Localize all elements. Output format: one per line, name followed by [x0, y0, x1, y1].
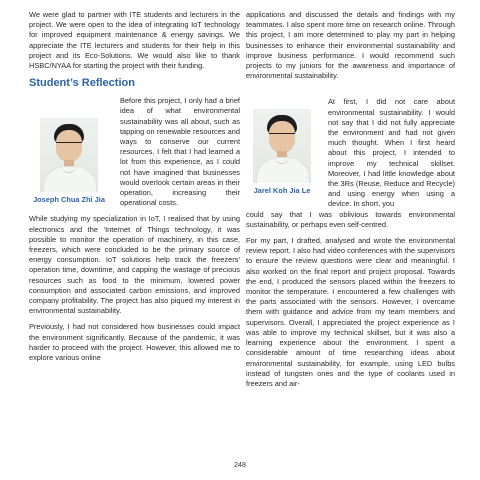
student-reflection: At first, I did not care about environmental sustainability. I would not say that I did not fully appreciate the environment and had not given much thought. When I first heard about this project, I intended to improve my technical skillset. Moreover, I had little knowledge about the 3Rs (Reuse, Reduce and Recycle) and using energy when using a device. In short, you — [328, 97, 455, 209]
student-photo-joseph — [40, 118, 98, 192]
student-reflection: Before this project, I only had a brief idea of what environmental sustainability was all about, such as tapping on renewable resources and ways to conserve our current resources. I felt that I had learned a lot from this experience, as I could not have imagined that businesses would overlook certain areas in their operation, increasing their operational costs. — [120, 96, 240, 208]
student-profile-jarel — [246, 97, 455, 209]
student-name-caption: Joseph Chua Zhi Jia — [33, 195, 105, 205]
section-heading: Student’s Reflection — [29, 77, 135, 90]
reflection-paragraph: could say that I was oblivious towards environmental sustainability, or perhaps even self-centred. — [246, 209, 455, 229]
right-column — [246, 10, 455, 389]
reflection-paragraph: For my part, I drafted, analysed and wrote the environmental review report. I also had video conferences with the supervisors to ensure the review questions were clear and meaningful. I also worked on the final report and project proposal. Towards the end, I produced the sensors placed within the freezers to monitor the temperature. I encountered a few challenges with the parts associated with the sensors. However, I overcame them with guidance and advice from my team members and supervisors. Overall, I appreciated the project experience as I was able to improve my technical skillset, but it was also a learning experience about the environment. I spent a considerable amount of time researching ideas about environmental sustainability, for example, using LED bulbs instead of tungsten ones and the type of coolants used in freezers and air- — [246, 236, 455, 388]
student-name-caption: Jarel Koh Jia Le — [253, 186, 311, 196]
continuation-paragraph: applications and discussed the details and findings with my teammates. I also spent more time on research online. Through this project, I am more determined to play my part in helping businesses to enhance their environmental sustainability and improve business performance. I would recommend such projects to my juniors for the awareness and importance of environmental sustainability. — [246, 10, 455, 81]
student-photo-box — [246, 109, 318, 196]
reflection-paragraph: While studying my specialization in IoT, I realised that by using electronics and the ‘Internet of Things technology, it was possible to monitor the operation of machinery, in this case, freezers, which were concluded to be the primary source of energy consumption. IoT solutions help track the freezers’ operation time, downtime, and capping the wastage of precious resources such as food to the minimum, lowered power consumption and associated carbon emissions, and improved company profitability. The project has also piqued my interest in environmental sustainability. — [29, 214, 240, 316]
student-photo-jarel — [253, 109, 311, 183]
page-number: 248 — [234, 462, 246, 469]
left-column — [29, 10, 240, 363]
student-profile-joseph — [29, 96, 240, 208]
student-photo-box — [29, 118, 109, 205]
intro-paragraph: We were glad to partner with ITE students and lecturers in the project. We were open to the idea of integrating IoT technology for improved equipment maintenance & energy savings. We appreciate the ITE lecturers and students for their help in this project and its Eco-Solutions. We would also like to thank HSBC/NYAA for starting the project with their funding. — [29, 10, 240, 71]
reflection-paragraph: Previously, I had not considered how businesses could impact the environment significantly. Because of the pandemic, it was harder to proceed with the project. However, this allowed me to explore various online — [29, 322, 240, 363]
